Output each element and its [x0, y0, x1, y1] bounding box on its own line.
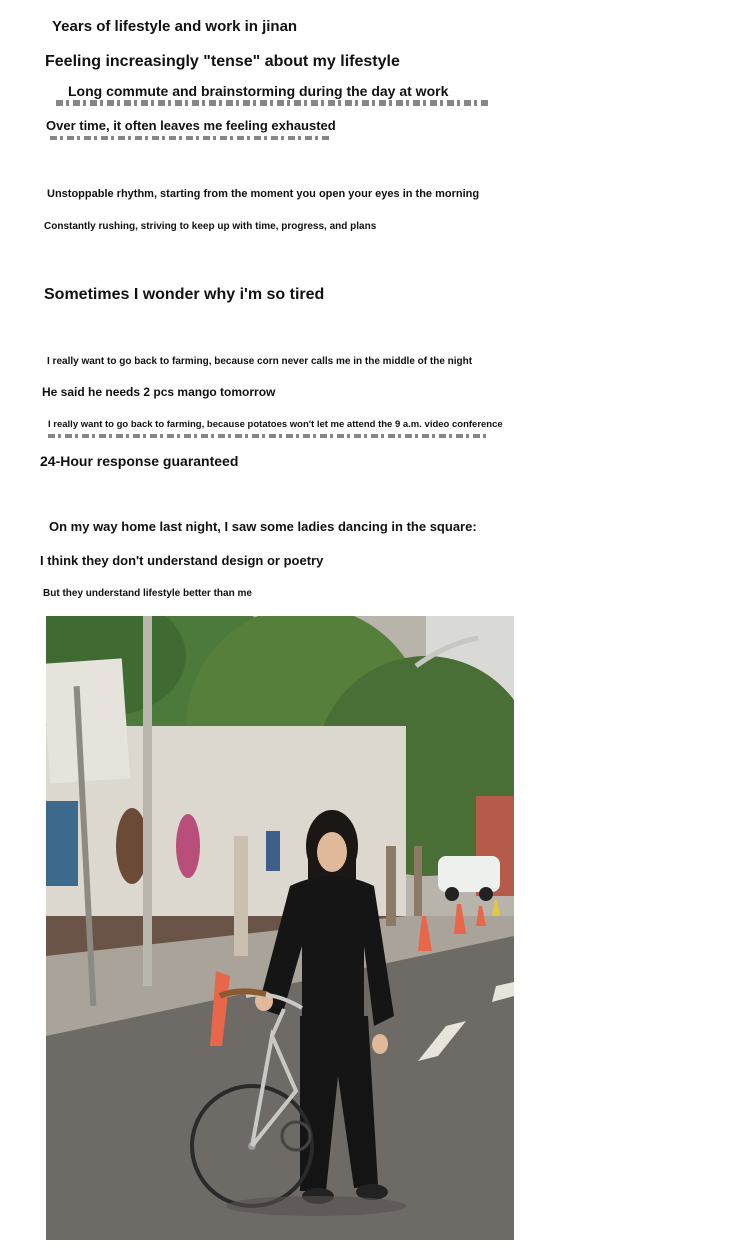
text-line-9: He said he needs 2 pcs mango tomorrow: [42, 385, 276, 399]
clipped-text-fragment: [56, 100, 488, 106]
text-line-8: I really want to go back to farming, because corn never calls me in the middle of the night: [47, 356, 473, 367]
text-line-5: Unstoppable rhythm, starting from the moment you open your eyes in the morning: [47, 188, 480, 200]
street-photo: [46, 616, 514, 1240]
clipped-text-fragment: [48, 434, 488, 438]
text-line-11: 24-Hour response guaranteed: [40, 453, 239, 469]
text-line-13: I think they don't understand design or poetry: [40, 553, 324, 568]
text-line-1: Years of lifestyle and work in jinan: [52, 18, 298, 35]
text-line-10: I really want to go back to farming, because potatoes won't let me attend the 9 a.m. video conference: [48, 419, 503, 430]
text-line-3: Long commute and brainstorming during the day at work: [68, 83, 449, 99]
text-line-6: Constantly rushing, striving to keep up with time, progress, and plans: [44, 221, 377, 232]
text-line-2: Feeling increasingly "tense" about my lifestyle: [45, 53, 400, 70]
clipped-text-fragment: [50, 136, 330, 140]
street-photo-illustration: [46, 616, 514, 1240]
text-line-12: On my way home last night, I saw some ladies dancing in the square:: [49, 519, 477, 534]
text-line-4: Over time, it often leaves me feeling exhausted: [46, 118, 336, 133]
text-line-7: Sometimes I wonder why i'm so tired: [44, 286, 325, 303]
text-line-14: But they understand lifestyle better than me: [43, 588, 252, 599]
